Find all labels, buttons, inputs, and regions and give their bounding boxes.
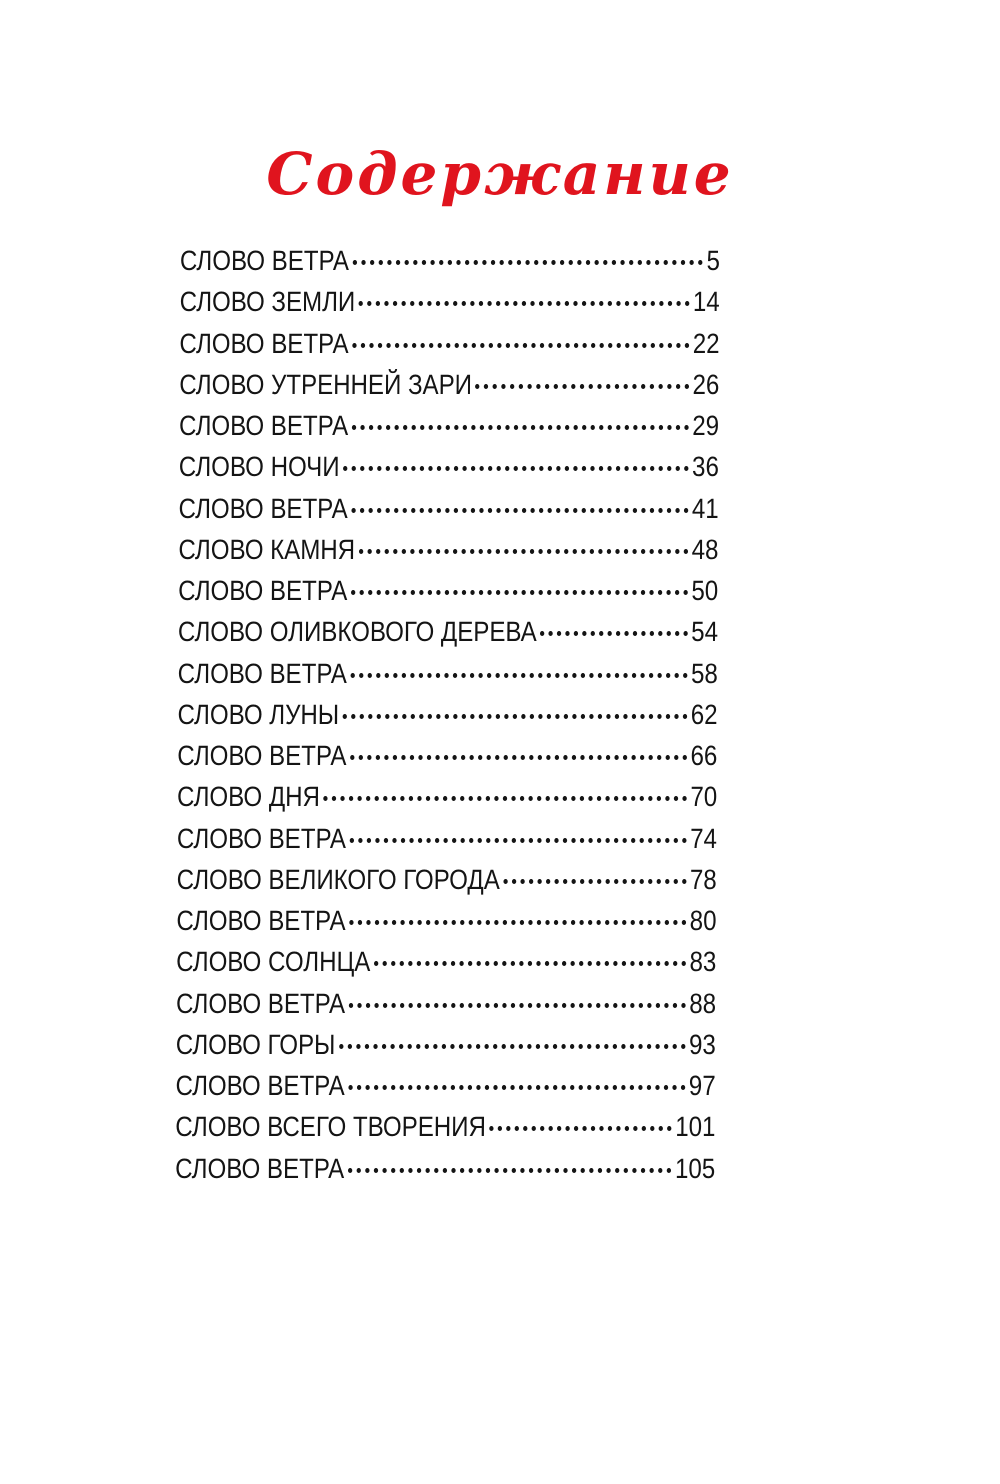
toc-entry[interactable]	[176, 900, 716, 941]
toc-entry[interactable]	[177, 818, 717, 859]
toc-entry[interactable]	[179, 323, 719, 364]
dot-leader	[323, 796, 687, 801]
toc-entry-page-number: 93	[688, 1028, 716, 1060]
toc-entry[interactable]	[176, 1024, 716, 1065]
toc-entry[interactable]	[176, 983, 716, 1024]
toc-entry[interactable]	[177, 735, 717, 776]
dot-leader	[349, 920, 686, 925]
toc-entry-label: СЛОВО ВСЕГО ТВОРЕНИЯ	[175, 1111, 486, 1143]
toc-entry-label: СЛОВО ОЛИВКОВОГО ДЕРЕВА	[177, 616, 537, 648]
toc-entry-page-number: 105	[674, 1152, 716, 1184]
toc-entry-label: СЛОВО НОЧИ	[178, 451, 340, 483]
dot-leader	[349, 1003, 686, 1008]
toc-entry-label: СЛОВО ВЕТРА	[179, 245, 350, 276]
toc-entry[interactable]	[177, 694, 717, 735]
toc-entry-page-number: 48	[691, 533, 719, 565]
toc-entry[interactable]	[178, 570, 718, 611]
toc-entry-label: СЛОВО ВЕТРА	[179, 327, 349, 359]
dot-leader	[351, 508, 688, 513]
toc-entry-label: СЛОВО ГОРЫ	[175, 1028, 336, 1060]
toc-entry[interactable]	[175, 1106, 715, 1147]
toc-entry-page-number: 66	[690, 740, 718, 771]
toc-entry-page-number: 88	[689, 987, 717, 1019]
toc-entry-page-number: 101	[675, 1111, 716, 1143]
toc-entry[interactable]	[180, 281, 720, 322]
dot-leader	[350, 755, 687, 760]
dot-leader	[503, 879, 686, 884]
toc-entry-label: СЛОВО ВЕТРА	[176, 905, 346, 936]
toc-entry-page-number: 74	[690, 822, 718, 854]
dot-leader	[352, 260, 703, 265]
toc-entry[interactable]	[177, 776, 717, 817]
toc-entry-label: СЛОВО КАМНЯ	[178, 533, 356, 565]
dot-leader	[352, 425, 689, 430]
toc-entry[interactable]	[179, 446, 719, 487]
toc-entry-label: СЛОВО ВЕТРА	[175, 1152, 345, 1184]
toc-entry-page-number: 5	[706, 245, 721, 276]
toc-entry[interactable]	[178, 529, 718, 570]
dot-leader	[351, 590, 688, 595]
dot-leader	[359, 549, 689, 554]
toc-entry-label: СЛОВО ДНЯ	[177, 781, 321, 813]
page-title: Содержание	[266, 140, 734, 208]
dot-leader	[374, 961, 686, 966]
toc-entry[interactable]	[179, 405, 719, 446]
dot-leader	[540, 631, 688, 636]
toc-entry-label: СЛОВО ВЕТРА	[177, 740, 347, 771]
toc-entry-page-number: 54	[691, 616, 719, 648]
toc-entry-page-number: 58	[690, 657, 718, 689]
toc-entry-page-number: 62	[690, 698, 718, 730]
toc-entry[interactable]	[176, 941, 716, 982]
toc-entry-page-number: 83	[689, 946, 717, 978]
toc-entry-label: СЛОВО ЛУНЫ	[177, 698, 340, 730]
toc-entry-label: СЛОВО ВЕТРА	[177, 657, 347, 689]
toc-entry[interactable]	[178, 611, 718, 652]
toc-entry[interactable]	[179, 364, 719, 405]
toc-entry-page-number: 22	[692, 327, 720, 359]
dot-leader	[343, 714, 688, 719]
toc-entry[interactable]	[177, 859, 717, 900]
toc-entry-page-number: 29	[692, 410, 720, 441]
toc-entry-page-number: 97	[688, 1070, 716, 1101]
toc-entry-label: СЛОВО ВЕТРА	[176, 822, 347, 854]
toc-entry-label: СЛОВО УТРЕННЕЙ ЗАРИ	[179, 368, 473, 400]
toc-entry-label: СЛОВО ЗЕМЛИ	[179, 286, 356, 318]
dot-leader	[489, 1126, 672, 1131]
dot-leader	[352, 343, 689, 348]
dot-leader	[350, 673, 687, 678]
toc-entry[interactable]	[180, 240, 720, 281]
dot-leader	[349, 838, 686, 843]
toc-entry[interactable]	[178, 653, 718, 694]
toc-entry-page-number: 41	[691, 492, 719, 524]
toc-entry-label: СЛОВО СОЛНЦА	[176, 946, 371, 978]
toc-entry-page-number: 50	[691, 575, 719, 606]
toc-entry-label: СЛОВО ВЕТРА	[175, 1070, 345, 1101]
toc-entry-page-number: 36	[692, 451, 719, 483]
dot-leader	[475, 384, 689, 389]
toc-entry-page-number: 78	[689, 863, 717, 895]
toc-entry[interactable]	[175, 1148, 715, 1189]
dot-leader	[343, 466, 689, 471]
toc-entry-label: СЛОВО ВЕТРА	[175, 987, 346, 1019]
dot-leader	[359, 301, 690, 306]
toc-entry-page-number: 70	[690, 781, 718, 813]
toc-entry[interactable]	[178, 488, 718, 529]
toc-entry-page-number: 14	[692, 286, 720, 318]
toc-entry-page-number: 80	[689, 905, 717, 936]
dot-leader	[339, 1044, 686, 1049]
toc-entry-page-number: 26	[692, 368, 720, 400]
toc-entry-label: СЛОВО ВЕТРА	[178, 492, 348, 524]
toc-entry-label: СЛОВО ВЕЛИКОГО ГОРОДА	[176, 863, 500, 895]
dot-leader	[348, 1085, 685, 1090]
toc-entry[interactable]	[175, 1065, 715, 1106]
table-of-contents	[175, 240, 720, 1189]
toc-entry-label: СЛОВО ВЕТРА	[178, 410, 349, 441]
toc-entry-label: СЛОВО ВЕТРА	[178, 575, 348, 606]
dot-leader	[348, 1168, 672, 1173]
